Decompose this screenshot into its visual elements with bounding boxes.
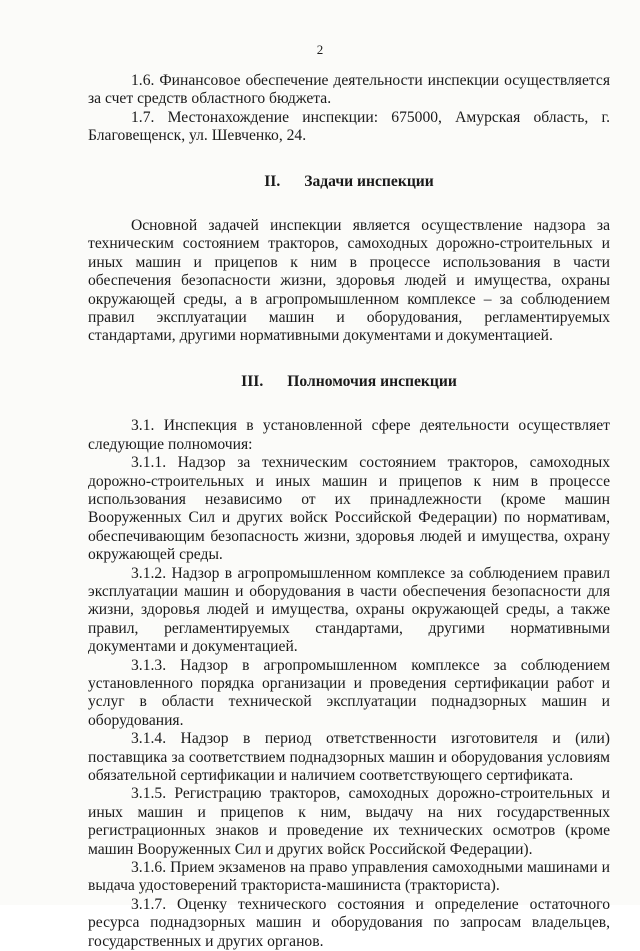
item-3-1-6: 3.1.6. Прием экзаменов на право управления самоходными машинами и выдача удостоверений тракториста-машиниста (тракториста). — [88, 859, 610, 895]
item-3-1-7: 3.1.7. Оценку технического состояния и определение остаточного ресурса поднадзорных машин и оборудования по запросам владельцев, государственных и других органов. — [88, 895, 610, 950]
page-number: 2 — [316, 42, 324, 57]
section-3-title: Полномочия инспекции — [287, 372, 457, 390]
item-3-1-2: 3.1.2. Надзор в агропромышленном комплексе за соблюдением правил эксплуатации машин и оборудования в части обеспечения безопасности для жизни, здоровья людей и имущества, охраны окружающей среды, а также правил, регламентируемых стандартами, другими нормативными документами и документацией. — [88, 564, 610, 656]
section-2-text: Основной задачей инспекции является осуществление надзора за техническим состоянием тракторов, самоходных дорожно-строительных и иных машин и прицепов к ним в процессе использования в части обеспечения безопасности жизни, здоровья людей и имущества, охраны окружающей среды, а в агропромышленном комплексе – за соблюдением правил эксплуатации машин и оборудования, регламентируемых стандартами, другими нормативными документами и документацией. — [88, 217, 610, 345]
item-3-1-3: 3.1.3. Надзор в агропромышленном комплексе за соблюдением установленного порядка организации и проведения сертификации работ и услуг в области технической эксплуатации поднадзорных машин и оборудования. — [88, 656, 610, 729]
section-2-heading — [88, 173, 610, 191]
paragraph-1-7: 1.7. Местонахождение инспекции: 675000, Амурская область, г. Благовещенск, ул. Шевченко, 24. — [88, 108, 610, 145]
section-3-heading — [88, 373, 610, 391]
section-2-number: II. — [264, 172, 281, 190]
section-3-number: III. — [241, 372, 264, 390]
item-3-1-5: 3.1.5. Регистрацию тракторов, самоходных дорожно-строительных и иных машин и прицепов к ним, выдачу на них государственных регистрационных знаков и проведение их технических осмотров (кроме машин Вооруженных Сил и других войск Российской Федерации). — [88, 785, 610, 858]
section-2-title: Задачи инспекции — [304, 172, 434, 190]
item-3-1-4: 3.1.4. Надзор в период ответственности изготовителя и (или) поставщика за соответствием поднадзорных машин и оборудования условиям обязательной сертификации и наличием соответствующего сертификата. — [88, 730, 610, 784]
paragraph-1-6: 1.6. Финансовое обеспечение деятельности инспекции осуществляется за счет средств областного бюджета. — [88, 72, 610, 108]
section-3-intro: 3.1. Инспекция в установленной сфере деятельности осуществляет следующие полномочия: — [88, 417, 610, 453]
document-body — [88, 72, 610, 951]
item-3-1-1: 3.1.1. Надзор за техническим состоянием тракторов, самоходных дорожно-строительных и иных машин и прицепов к ним в процессе использования независимо от их принадлежности (кроме машин Вооруженных Сил и других войск Российской Федерации) по нормативам, обеспечивающим безопасность жизни, здоровья людей и имущества, охрану окружающей среды. — [88, 454, 610, 564]
